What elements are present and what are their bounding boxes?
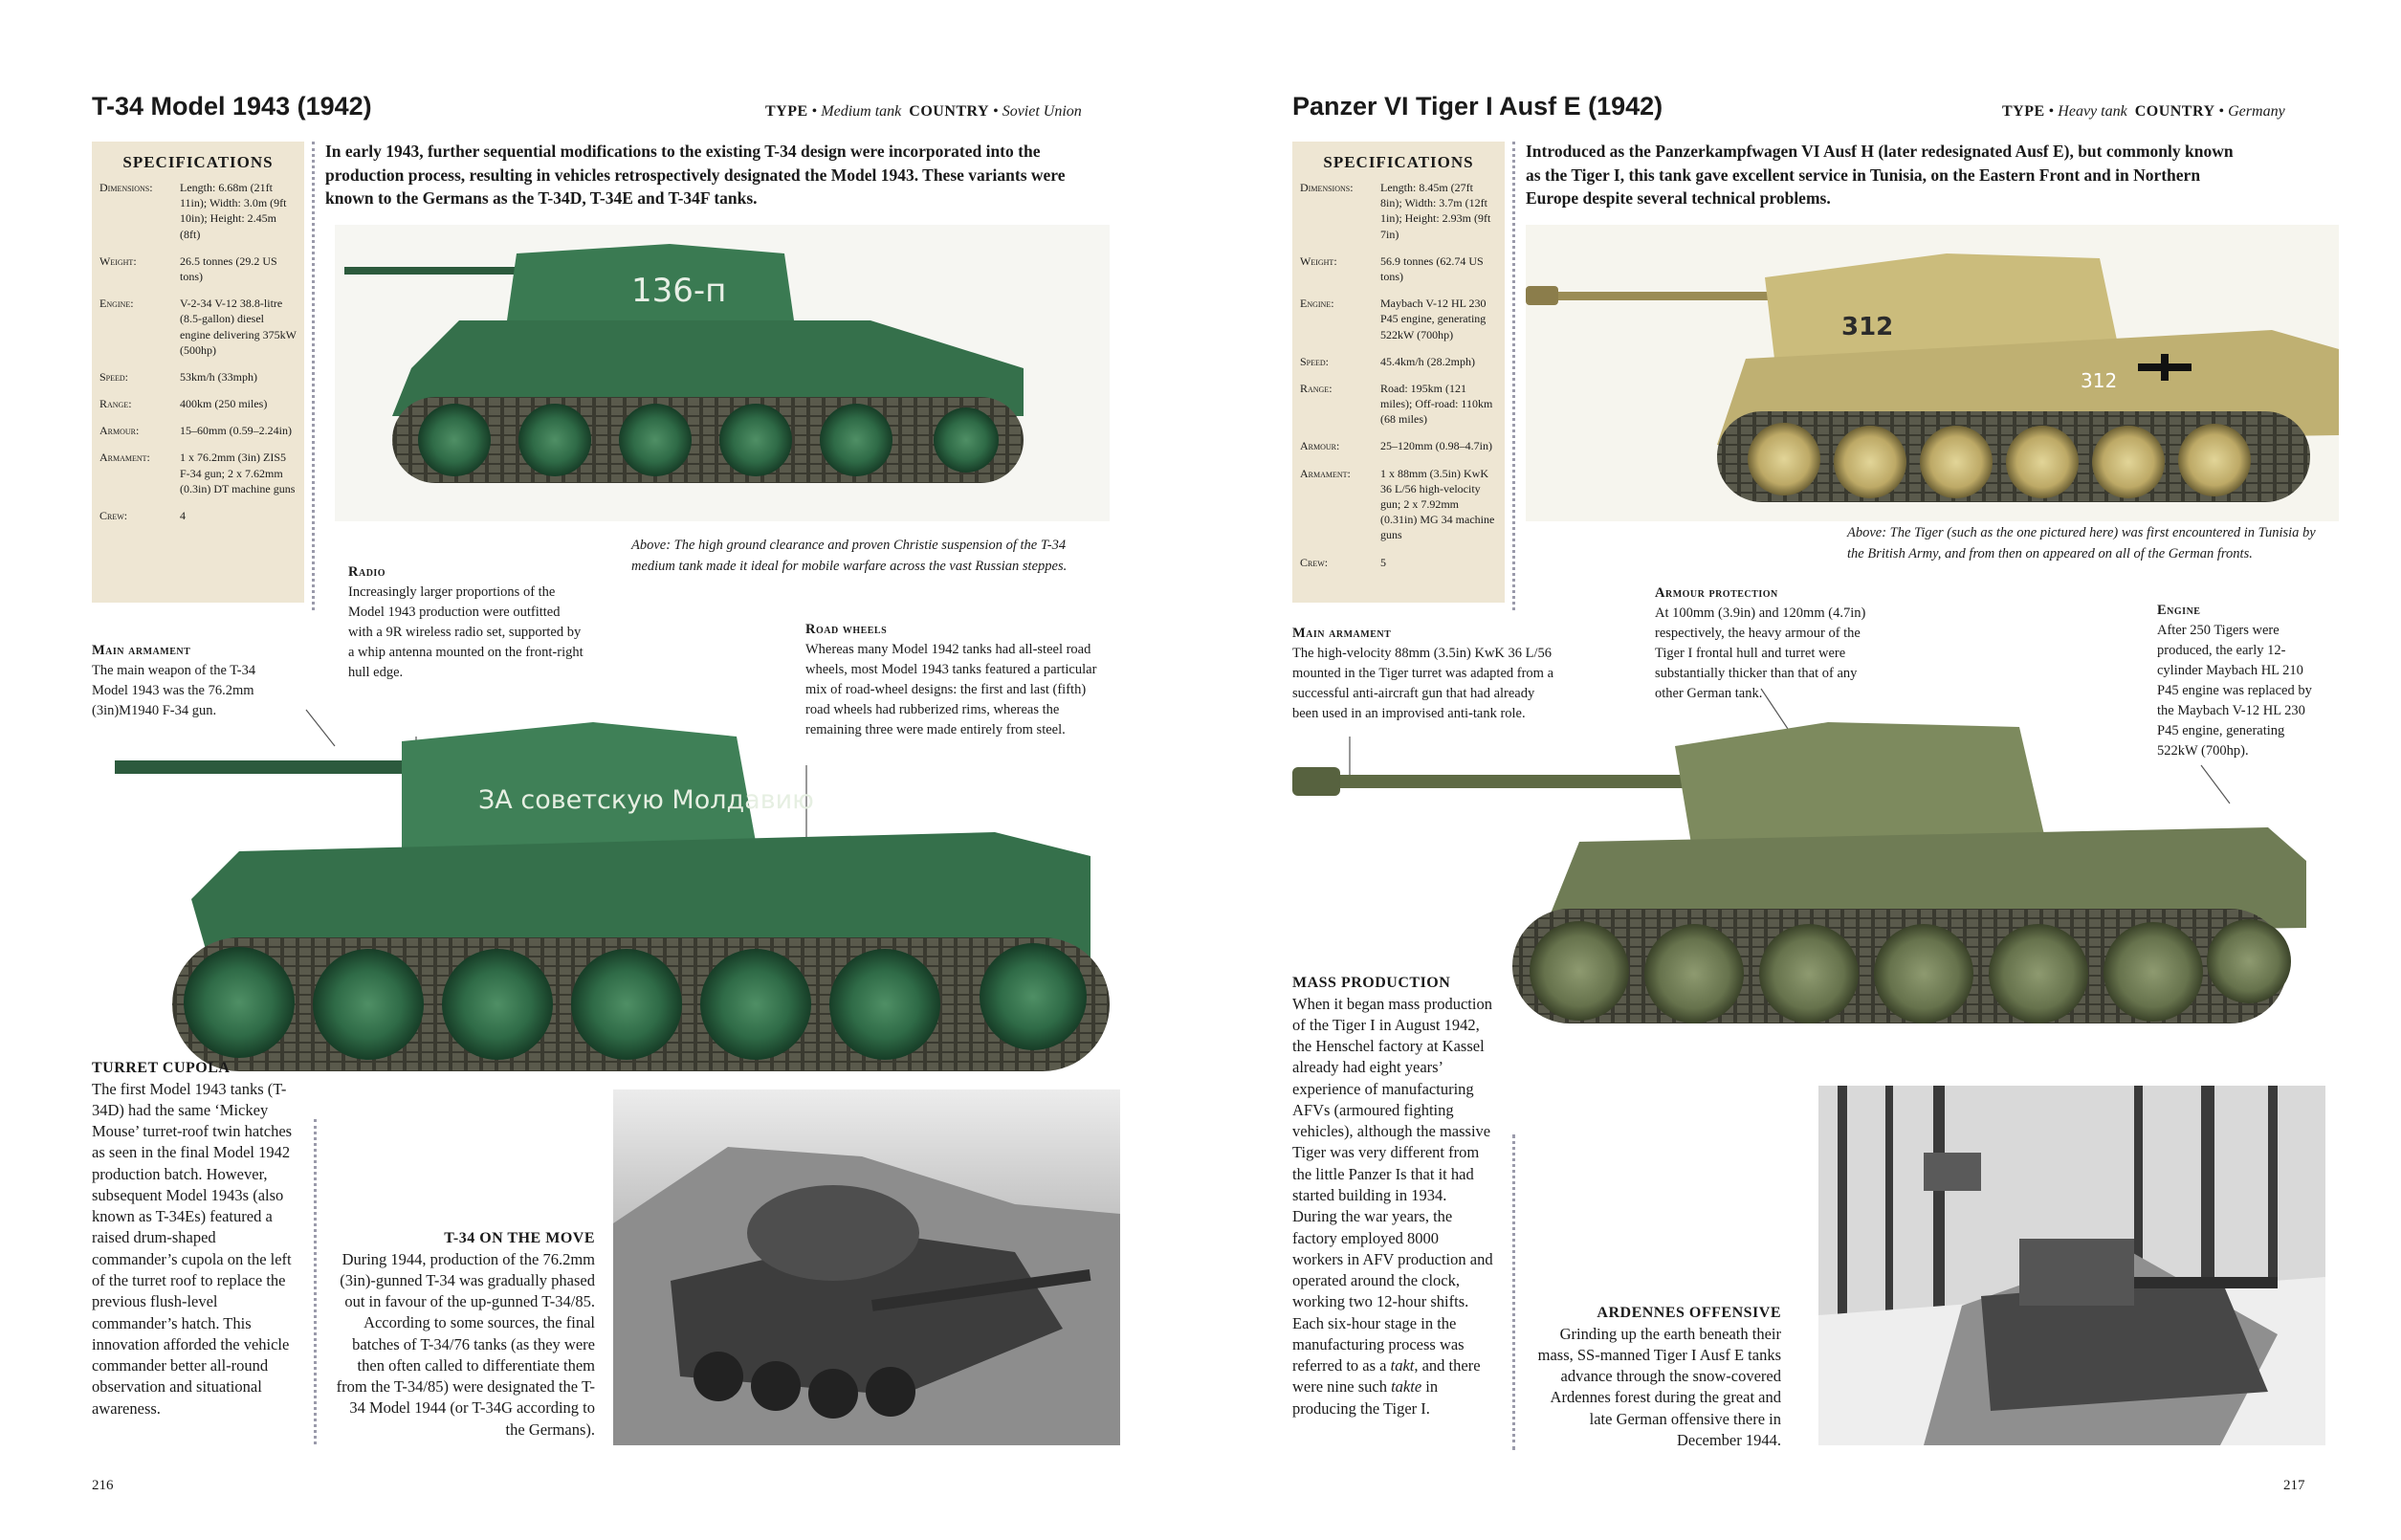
specifications-box: [1292, 142, 1505, 603]
ardennes-offensive-section: [1528, 1303, 1781, 1451]
t34-on-the-move-title: T-34 ON THE MOVE: [444, 1230, 595, 1246]
turret-cupola-section: [92, 1058, 293, 1419]
page-number: 216: [92, 1478, 114, 1493]
t34-gun-barrel: [115, 760, 421, 774]
spec-key: Weight:: [99, 253, 137, 268]
spec-row: [1292, 354, 1505, 369]
ardennes-photograph: [1818, 1086, 2325, 1445]
armour-protection-text: At 100mm (3.9in) and 120mm (4.7in) respectively, the heavy armour of the Tiger I frontal hull and turret were substantially thicker than that of any other German tank.: [1655, 605, 1866, 702]
spec-row: [92, 450, 304, 496]
spec-row: [1292, 381, 1505, 428]
page-title: T-34 Model 1943 (1942): [92, 92, 372, 121]
t34-large-illustration: [115, 689, 1119, 1081]
spec-value: 25–120mm (0.98–4.7in): [1380, 439, 1492, 453]
type-value: Heavy tank: [2058, 103, 2127, 120]
ardennes-offensive-text: Grinding up the earth beneath their mass, SS-manned Tiger I Ausf E tanks advance through the snow-covered Ardennes forest during the great and late German offensive there in December 1944.: [1537, 1324, 1781, 1449]
ardennes-offensive-title: ARDENNES OFFENSIVE: [1597, 1305, 1781, 1321]
spec-value: 1 x 76.2mm (3in) ZIS5 F-34 gun; 2 x 7.62mm (0.3in) DT machine guns: [180, 451, 296, 495]
country-label: COUNTRY: [909, 103, 990, 120]
spec-row: [92, 369, 304, 385]
t34-on-the-move-section: [327, 1228, 595, 1441]
spec-value: Length: 6.68m (21ft 11in); Width: 3.0m (9ft 10in); Height: 2.45m (8ft): [180, 181, 287, 241]
spec-key: Crew:: [1300, 555, 1329, 569]
radio-text: Increasingly larger proportions of the Model 1943 production were outfitted with a 9R wireless radio set, supported by a whip antenna mounted on the front-right hull edge.: [348, 584, 584, 681]
type-label: TYPE: [2002, 103, 2045, 120]
spec-row: [92, 508, 304, 523]
tiger-desert-illustration: [1526, 225, 2339, 521]
spec-row: [1292, 466, 1505, 543]
above-caption: Above: The Tiger (such as the one pictured here) was first encountered in Tunisia by the British Army, and from then on appeared on all of the German fronts.: [1847, 525, 2316, 561]
spec-value: Length: 8.45m (27ft 8in); Width: 3.7m (12ft 1in); Height: 2.93m (9ft 7in): [1380, 181, 1491, 241]
road-wheels-title: Road wheels: [805, 622, 888, 637]
t34-turret-marking: 136-п: [631, 272, 727, 310]
armour-protection-title: Armour protection: [1655, 585, 1778, 601]
mass-production-text: When it began mass production of the Tiger I in August 1942, the Henschel factory at Kassel already had eight years’ experience of manufacturing AFVs (armoured fighting vehicles), although the massive Tiger was very different from the little Panzer Is that it had started building in 1934. During the war years, the factory employed 8000 workers in AFV production and operated around the clock, working two 12-hour shifts. Each six-hour stage in the manufacturing process was referred to as a takt, and there were nine such takte in producing the Tiger I.: [1292, 994, 1493, 1418]
spec-key: Range:: [99, 397, 132, 411]
spec-row: [1292, 180, 1505, 242]
intro-text: In early 1943, further sequential modifications to the existing T-34 design were incorporated into the production process, resulting in vehicles retrospectively designated the Model 1943. These variants were known to the Germans as the T-34D, T-34E and T-34F tanks.: [325, 142, 1066, 208]
spec-value: 1 x 88mm (3.5in) KwK 36 L/56 high-velocity gun; 2 x 7.92mm (0.31in) MG 34 machine guns: [1380, 466, 1495, 542]
tiger-hull-number: 312: [2081, 369, 2118, 392]
spec-value: 26.5 tonnes (29.2 US tons): [180, 253, 277, 283]
spec-key: Weight:: [1300, 253, 1337, 268]
spec-row: [92, 423, 304, 438]
mass-production-title: MASS PRODUCTION: [1292, 975, 1451, 991]
spec-value: 4: [180, 509, 186, 522]
engine-text: After 250 Tigers were produced, the early 12-cylinder Maybach HL 210 P45 engine was replaced by the Maybach V-12 HL 230 P45 engine, generating 522kW (700hp).: [2157, 623, 2312, 759]
spec-value: 53km/h (33mph): [180, 369, 257, 384]
page-title: Panzer VI Tiger I Ausf E (1942): [1292, 92, 1663, 121]
spec-key: Armament:: [1300, 466, 1351, 480]
specifications-list: [92, 180, 304, 523]
spec-row: [1292, 296, 1505, 342]
spec-key: Armour:: [99, 424, 140, 438]
spec-row: [92, 180, 304, 242]
leader-line: [2201, 765, 2230, 803]
engine-title: Engine: [2157, 603, 2201, 618]
country-value: Soviet Union: [1002, 103, 1082, 120]
spec-value: V-2-34 V-12 38.8-litre (8.5-gallon) diesel engine delivering 375kW (500hp): [180, 297, 297, 357]
spec-value: Maybach V-12 HL 230 P45 engine, generating 522kW (700hp): [1380, 297, 1487, 341]
intro-text: Introduced as the Panzerkampfwagen VI Ausf H (later redesignated Ausf E), but commonly known as the Tiger I, this tank gave excellent service in Tunisia, on the Eastern Front and in Northern Europe despite several technical problems.: [1526, 142, 2234, 208]
spec-row: [1292, 438, 1505, 453]
dotted-divider: [1512, 142, 1515, 610]
above-caption: Above: The high ground clearance and proven Christie suspension of the T-34 medium tank made it ideal for mobile warfare across the vast Russian steppes.: [631, 538, 1068, 574]
main-armament-title: Main armament: [1292, 626, 1392, 641]
t34-gun-barrel: [344, 267, 536, 275]
t34-slogan: ЗА советскую Молдавию: [478, 785, 814, 815]
spec-value: 5: [1380, 555, 1386, 569]
road-wheels-text: Whereas many Model 1942 tanks had all-steel road wheels, most Model 1943 tanks featured a particular mix of road-wheel designs: the first and last (fifth) road wheels had rubberized rims, whereas the remaining three were made entirely from steel.: [805, 642, 1097, 738]
spec-key: Dimensions:: [1300, 181, 1354, 194]
specifications-title: SPECIFICATIONS: [122, 153, 274, 171]
spec-value: 45.4km/h (28.2mph): [1380, 354, 1475, 368]
tiger-gun-barrel: [1292, 775, 1694, 788]
spec-key: Engine:: [1300, 297, 1334, 311]
spec-row: [92, 253, 304, 284]
specifications-box: [92, 142, 304, 603]
dotted-divider: [312, 142, 315, 610]
spec-key: Crew:: [99, 509, 128, 522]
specifications-title: SPECIFICATIONS: [1323, 153, 1474, 171]
right-page: [1200, 0, 2401, 1540]
radio-title: Radio: [348, 564, 386, 580]
spec-value: Road: 195km (121 miles); Off-road: 110km (68 miles): [1380, 381, 1493, 427]
spec-key: Speed:: [99, 369, 129, 384]
country-value: Germany: [2228, 103, 2285, 120]
turret-cupola-title: TURRET CUPOLA: [92, 1060, 231, 1076]
tiger-turret-number: 312: [1841, 313, 1894, 341]
t34-profile-illustration: [335, 225, 1110, 521]
type-value: Medium tank: [821, 103, 902, 120]
tiger-gun-barrel: [1526, 292, 1784, 300]
spec-key: Engine:: [99, 297, 134, 311]
specifications-list: [1292, 180, 1505, 570]
t34-on-the-move-text: During 1944, production of the 76.2mm (3in)-gunned T-34 was gradually phased out in favour of the up-gunned T-34/85. According to some sources, the final batches of T-34/76 tanks (as they were then often called to differentiate them from the T-34/85) were designated the T-34 Model 1944 (or T-34G according to the Germans).: [336, 1249, 595, 1439]
spec-key: Armament:: [99, 451, 150, 465]
main-armament-title: Main armament: [92, 643, 191, 658]
main-armament-text: The high-velocity 88mm (3.5in) KwK 36 L/56 mounted in the Tiger turret was adapted from a successful anti-aircraft gun that had already been used in an improvised anti-tank role.: [1292, 646, 1554, 722]
type-country-line: TYPE • Medium tank COUNTRY • Soviet Union: [765, 103, 1082, 120]
page-number: 217: [2283, 1478, 2305, 1493]
type-label: TYPE: [765, 103, 808, 120]
leader-line: [306, 710, 335, 746]
spec-key: Armour:: [1300, 439, 1340, 453]
main-armament-text: The main weapon of the T-34 Model 1943 was the 76.2mm (3in)M1940 F-34 gun.: [92, 663, 256, 719]
spec-key: Dimensions:: [99, 181, 153, 194]
country-label: COUNTRY: [2134, 103, 2215, 120]
radio-caption: [348, 562, 584, 683]
spec-value: 15–60mm (0.59–2.24in): [180, 424, 292, 438]
spec-row: [1292, 555, 1505, 570]
spec-key: Range:: [1300, 381, 1333, 395]
spec-value: 56.9 tonnes (62.74 US tons): [1380, 253, 1484, 283]
dotted-divider: [1512, 1134, 1515, 1450]
mass-production-section: [1292, 973, 1493, 1419]
dotted-divider: [314, 1119, 317, 1444]
left-page: [0, 0, 1200, 1540]
spec-row: [92, 396, 304, 411]
spec-row: [1292, 253, 1505, 284]
t34-photograph: [613, 1089, 1120, 1445]
spec-key: Speed:: [1300, 354, 1330, 368]
turret-cupola-text: The first Model 1943 tanks (T-34D) had the same ‘Mickey Mouse’ turret-roof twin hatches as seen in the final Model 1942 production batch. However, subsequent Model 1943s (also known as T-34Es) featured a raised drum-shaped commander’s cupola on the left of the turret roof to replace the previous flush-level commander’s hatch. This innovation afforded the vehicle commander better all-round observation and situational awareness.: [92, 1079, 293, 1418]
spec-row: [92, 296, 304, 358]
spec-value: 400km (250 miles): [180, 397, 268, 411]
type-country-line: TYPE • Heavy tank COUNTRY • Germany: [2002, 103, 2285, 120]
